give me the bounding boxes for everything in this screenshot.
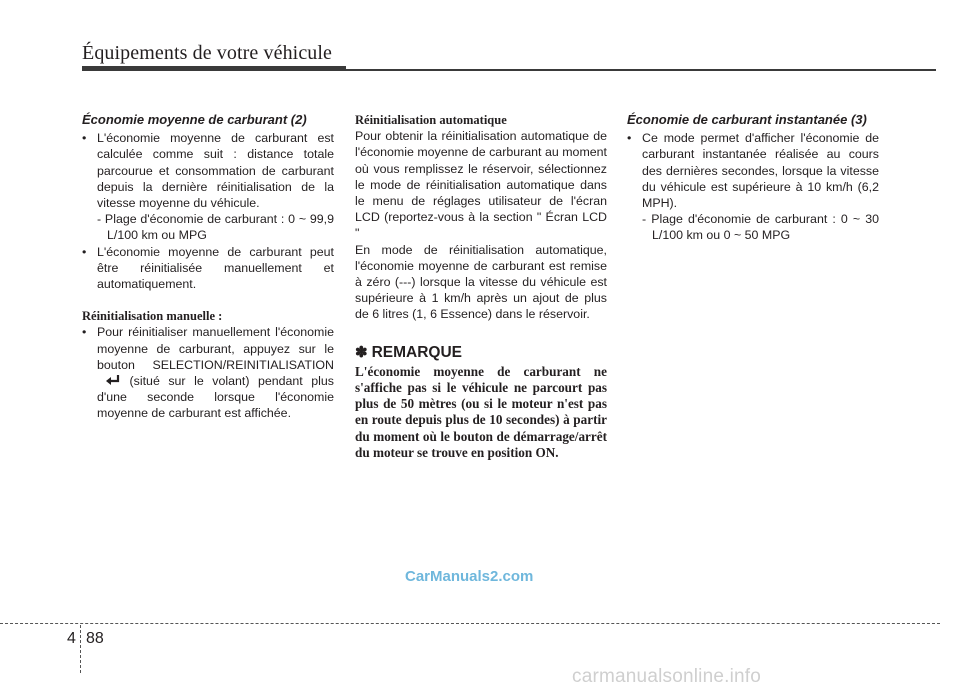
column-middle	[355, 112, 607, 461]
watermark-link[interactable]: CarManuals2.com	[405, 568, 534, 585]
column-right	[627, 112, 879, 244]
note-heading: ✽ REMARQUE	[355, 343, 462, 361]
note-text: L'économie moyenne de carburant ne s'affiche pas si le véhicule ne parcourt pas plus de 50 mètres (ou si le moteur n'est pas en route depuis plus de 10 secondes) à partir du moment où le bouton de démarrage/arrêt du moteur se trouve en position ON.	[355, 363, 607, 460]
header-bar	[82, 66, 346, 71]
manual-reset-heading: Réinitialisation manuelle :	[82, 309, 223, 324]
auto-reset-heading: Réinitialisation automatique	[355, 113, 507, 127]
page-number: 88	[86, 630, 104, 647]
page-header-title: Équipements de votre véhicule	[82, 42, 333, 64]
auto-reset-paragraph: Pour obtenir la réinitialisation automatique de l'économie moyenne de carburant au moment où vous remplissez le réservoir, sélectionnez le mode de réinitialisation automatique dans le menu de réglages utilisateur de l'écran LCD (reportez-vous à la section " Écran LCD "	[355, 129, 607, 241]
enter-icon	[105, 374, 121, 386]
list-item: • L'économie moyenne de carburant peut être réinitialisée manuellement et automatiquement.	[82, 244, 334, 292]
list-item: • Ce mode permet d'afficher l'économie de carburant instantanée réalisée au cours des dernières secondes, lorsque la vitesse du véhicule est supérieure à 10 km/h (6,2 MPH).	[627, 131, 879, 211]
note-star-icon: ✽	[355, 343, 368, 361]
list-item: • Pour réinitialiser manuellement l'économie moyenne de carburant, appuyez sur le bouton SELECTION/REINITIALISATION (situé sur le volant) pendant plus d'une seconde lorsque l'économie moyenne de carburant est affichée.	[82, 325, 334, 421]
page-number-separator	[80, 625, 81, 673]
range-item: - Plage d'économie de carburant : 0 ~ 30 L/100 km ou 0 ~ 50 MPG	[642, 212, 879, 243]
bullet-icon: •	[82, 244, 87, 259]
bullet-icon: •	[82, 131, 87, 146]
list-item: • L'économie moyenne de carburant est calculée comme suit : distance totale parcourue et consommation de carburant depuis la dernière réinitialisation de la vitesse moyenne du véhicule.	[82, 131, 334, 211]
column-left	[82, 112, 334, 422]
range-item: - Plage d'économie de carburant : 0 ~ 99,9 L/100 km ou MPG	[97, 212, 334, 243]
section-title-average-fuel: Économie moyenne de carburant (2)	[82, 112, 307, 127]
chapter-number: 4	[67, 630, 76, 647]
footer-rule	[0, 623, 940, 624]
bullet-icon: •	[82, 325, 87, 340]
auto-reset-paragraph-2: En mode de réinitialisation automatique, l'économie moyenne de carburant est remise à zéro (---) lorsque la vitesse du véhicule est supérieure à 1 km/h après un ajout de plus de 6 litres (1, 6 Essence) dans le réservoir.	[355, 242, 607, 322]
header-rule	[346, 69, 936, 71]
section-title-instant-fuel: Économie de carburant instantanée (3)	[627, 112, 867, 127]
bullet-icon: •	[627, 131, 632, 146]
site-watermark[interactable]: carmanualsonline.info	[572, 666, 762, 687]
